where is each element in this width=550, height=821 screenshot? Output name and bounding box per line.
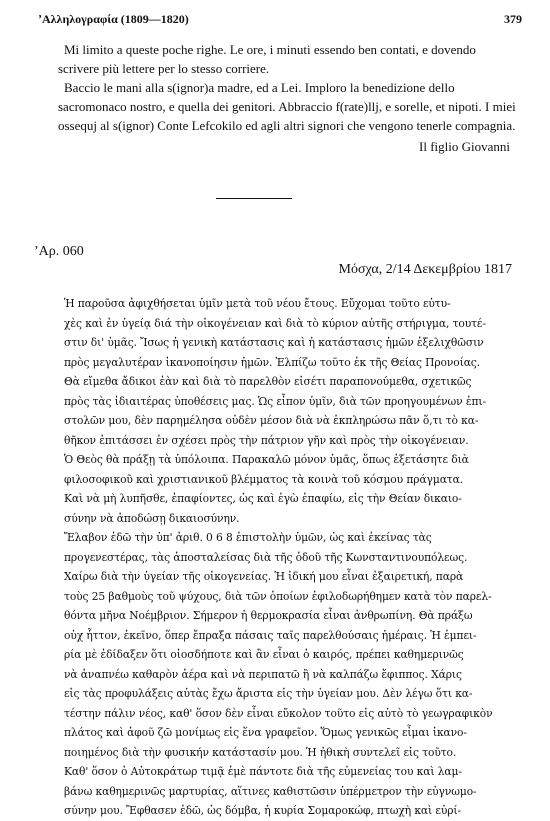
text-line: σύνην μου. Ἔφθασεν ἐδῶ, ὡς δόμβα, ἡ κυρία Σομαροκώφ, πτωχὴ καὶ εὐρί- — [64, 804, 462, 817]
letter-number: ʼΑρ. 060 — [34, 244, 84, 259]
text-line: στολῶν μου, δὲν παρημέλησα οὐδὲν μέσον διὰ νὰ ἐκπληρώσω πᾶν ὅ,τι τὸ κα- — [64, 414, 479, 427]
text-line: νὰ ἀναπνέω καθαρὸν ἀέρα καὶ νὰ περιπατῶ ἢ νὰ καλπάζω ἔφιππος. Χάρις — [64, 667, 462, 681]
text-line: ρία μὲ ἐδίδαξεν ὅτι οἱοσδήποτε καὶ ἂν εἶναι ὁ καιρός, πρέπει καθημερινῶς — [64, 648, 464, 661]
text-line: βάνω καθημερινῶς μαρτυρίας, αἵτινες καθιστῶσιν ὑπέρμετρον τὴν εὐγνωμο- — [64, 784, 477, 798]
text-line: θῆκον ἐπιτάσσει ἐν σχέσει πρὸς τὴν πάτριον γῆν καὶ πρὸς τὴν οἰκογένειαν. — [64, 433, 469, 447]
text-line: Καὶ νὰ μὴ λυπῆσθε, ἐπαφίοντες, ὡς καὶ ἐγὼ ἐπαφίω, εἰς τὴν Θείαν δικαιο- — [64, 492, 462, 505]
text-line: ποιημένος διὰ τὴν φυσικήν κατάστασίν μου. Ἡ ἠθικὴ συντελεῖ εἰς τοῦτο. — [64, 745, 457, 759]
text-line: Ὁ Θεὸς θὰ πράξῃ τὰ ὑπόλοιπα. Παρακαλῶ μόνον ὑμᾶς, ὅπως ἐξετάσητε διὰ — [64, 453, 469, 466]
text-line: τοὺς 25 βαθμοὺς τοῦ ψύχους, διὰ τῶν ὁποίων ἐφιλοδωρήθημεν κατὰ τὸν παρελ- — [64, 589, 492, 603]
text-line: θόντα μῆνα Νοέμβριον. Σήμερον ἡ θερμοκρασία εἶναι ἀνθρωπίνη. Θὰ πράξω — [64, 609, 473, 622]
letter-body — [64, 294, 522, 821]
text-line: στιν δι' ὑμᾶς. Ἴσως ἡ γενικὴ κατάστασις καὶ ἡ κατάστασις ἡμῶν ἐξελιχθῶσιν — [64, 336, 484, 349]
running-head-title: ʼΑλληλογραφία (1809—1820) — [38, 12, 189, 26]
italian-letter-ending — [58, 40, 518, 156]
text-line: Ἡ παροῦσα ἀφιχθήσεται ὑμῖν μετὰ τοῦ νέου ἔτους. Εὔχομαι τοῦτο εὐτυ- — [64, 297, 451, 310]
text-line: χὲς καὶ ἐν ὑγείᾳ διά τὴν οἰκογένειαν καὶ διὰ τὸ κύριον αὐτῆς στήριγμα, τουτέ- — [64, 316, 486, 330]
paragraph: Baccio le mani alla s(ignor)a madre, ed a Lei. Imploro la benedizione dello sacromonaco nostro, e quella dei genitori. Abbraccio f(rate)llj, e sorelle, et nipoti. I miei ossequj al s(ignor) Conte Lefcokilo ed agli altri signori che vengono tenerle compagnia. — [58, 80, 516, 133]
signature: Il figlio Giovanni — [419, 139, 510, 154]
text-line: πλάτος καὶ ἀφοῦ ζῶ μονίμως εἰς ἕνα γραφεῖον. Ὅμως γενικῶς εἶμαι ἱκανο- — [64, 726, 467, 739]
running-head — [38, 12, 522, 28]
text-line: πρὸς τὰς ἰδιαιτέρας ὑποθέσεις μας. Ὡς εἶπον ὑμῖν, διὰ τῶν προηγουμένων ἐπι- — [64, 394, 487, 408]
text-line: τέστην πάλιν νέος, καθ' ὅσον δὲν εἶναι εὔκολον τοῦτο εἰς αὐτὸ τὸ γεωγραφικὸν — [64, 706, 493, 720]
text-line: Καθ' ὅσον ὁ Αὐτοκράτωρ τιμᾷ ἐμὲ πάντοτε διὰ τῆς εὐμενείας του καὶ λαμ- — [64, 765, 462, 778]
text-line: πρὸς μεγαλυτέραν ἱκανοποίησιν ἡμῶν. Ἐλπίζω τοῦτο ἐκ τῆς Θείας Προνοίας. — [64, 355, 480, 369]
text-line: προγενεστέρας, τὰς ἀποσταλείσας διὰ τῆς ὁδοῦ τῆς Κωνσταντινουπόλεως. — [64, 550, 468, 564]
text-line: Ἔλαβον ἐδῶ τὴν ὑπ' ἀριθ. 0 6 8 ἐπιστολὴν ὑμῶν, ὡς καὶ ἐκείνας τὰς — [64, 531, 432, 544]
text-line: Χαίρω διὰ τὴν ὑγείαν τῆς οἰκογενείας. Ἡ ἰδική μου εἶναι ἐξαιρετική, παρὰ — [64, 570, 464, 583]
text-line: Θὰ εἴμεθα ἄδικοι ἐὰν καὶ διὰ τὸ παρελθὸν εἰσέτι παραπονούμεθα, σχετικῶς — [64, 375, 472, 388]
paragraph: Mi limito a queste poche righe. Le ore, i minuti essendo ben contati, e dovendo scrivere più lettere per lo stesso corriere. — [58, 42, 476, 76]
text-line: οὐχ ἧττον, ἐκεῖνο, ὅπερ ἔπραξα πάσαις ταῖς παρελθούσαις ἡμέραις. Ἡ ἐμπει- — [64, 628, 477, 642]
text-line: σύνην νὰ ἀποδώσῃ δικαιοσύνην. — [64, 511, 240, 525]
text-line: φιλοσοφικοῦ καὶ χριστιανικοῦ βλέμματος τὰ κοινὰ τοῦ κόσμου πράγματα. — [64, 472, 464, 486]
text-line: εἰς τὰς προφυλάξεις αὐτὰς ἔχω ἄριστα εἰς τὴν ὑγείαν μου. Δὲν λέγω ὅτι κα- — [64, 687, 473, 700]
page-number: 379 — [504, 12, 522, 26]
section-divider — [216, 198, 292, 199]
letter-dateline: Μόσχα, 2/14 Δεκεμβρίου 1817 — [338, 262, 512, 277]
